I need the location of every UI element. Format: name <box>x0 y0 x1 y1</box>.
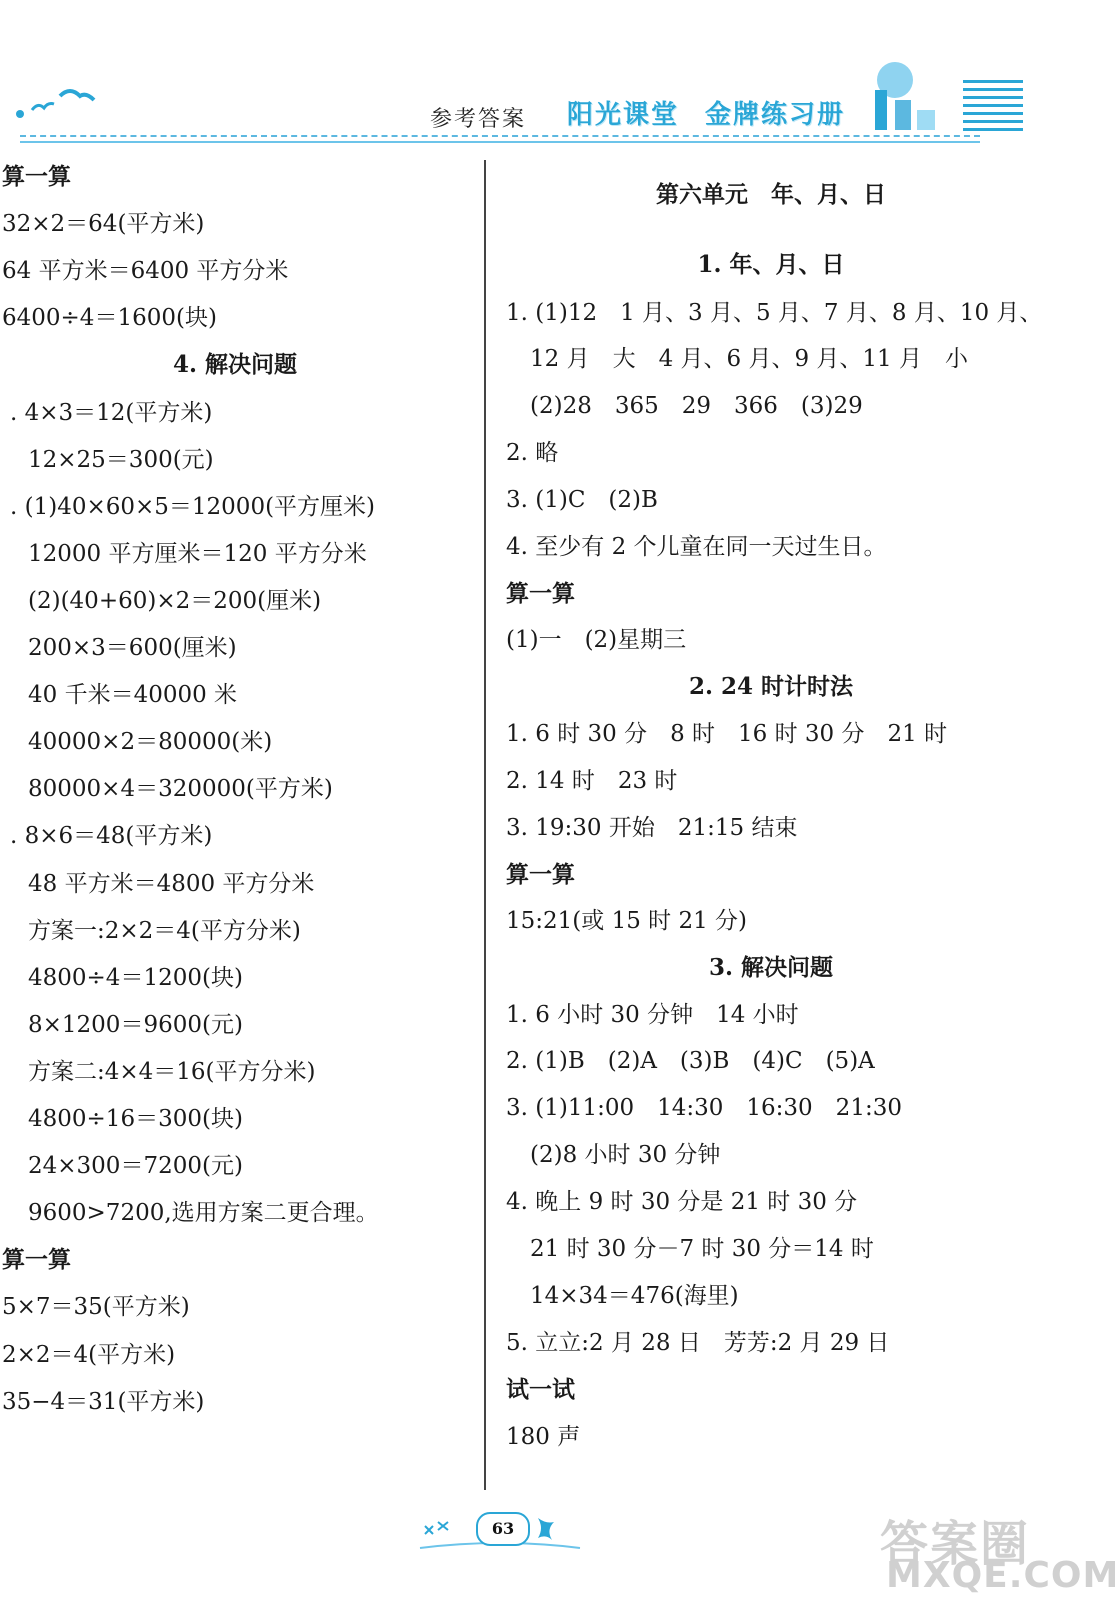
answer-line: 21 时 30 分－7 时 30 分＝14 时 <box>530 1236 874 1262</box>
watermark-logo <box>880 1505 1119 1596</box>
answer-line: . 4×3＝12(平方米) <box>10 399 213 426</box>
answer-line: 14×34＝476(海里) <box>530 1283 739 1309</box>
subsection-heading: 算一算 <box>506 861 575 888</box>
section-heading: 1. 年、月、日 <box>697 251 845 278</box>
answer-line: 2. 14 时 23 时 <box>506 768 678 794</box>
answer-line: 2×2＝4(平方米) <box>2 1341 176 1368</box>
answer-line: 6400÷4＝1600(块) <box>2 305 217 332</box>
answer-line: 5. 立立:2 月 28 日 芳芳:2 月 29 日 <box>506 1330 890 1356</box>
answer-line: 35−4＝31(平方米) <box>2 1388 205 1415</box>
answer-line: 3. (1)11:00 14:30 16:30 21:30 <box>506 1095 902 1121</box>
subsection-heading: 算一算 <box>506 580 575 607</box>
page-number: 63 <box>476 1512 530 1546</box>
telescope-decoration-icon <box>855 50 955 140</box>
answer-line: 15:21(或 15 时 21 分) <box>506 908 748 934</box>
answer-line: 方案二:4×4＝16(平方分米) <box>28 1058 316 1085</box>
section-heading: 3. 解决问题 <box>708 954 834 981</box>
answer-line: (1)一 (2)星期三 <box>506 627 687 653</box>
answer-line: 方案一:2×2＝4(平方分米) <box>28 917 301 944</box>
watermark-text-en: MXQE.COM <box>886 1555 1119 1596</box>
answer-line: 200×3＝600(厘米) <box>28 635 237 661</box>
answer-line: 1. (1)12 1 月、3 月、5 月、7 月、8 月、10 月、 <box>506 300 1043 326</box>
answer-line: 40000×2＝80000(米) <box>28 729 273 756</box>
answer-line: 3. 19:30 开始 21:15 结束 <box>506 815 798 841</box>
answer-line: 12×25＝300(元) <box>28 446 214 473</box>
subsection-heading: 算一算 <box>2 163 71 190</box>
subsection-heading: 试一试 <box>506 1376 575 1403</box>
answer-line: 32×2＝64(平方米) <box>2 211 205 238</box>
brand-title-left: 阳光课堂 <box>567 100 680 130</box>
answer-line: 64 平方米＝6400 平方分米 <box>2 258 289 285</box>
answer-line: 24×300＝7200(元) <box>28 1153 243 1180</box>
answer-line: 12000 平方厘米＝120 平方分米 <box>28 540 367 567</box>
answer-key-label: 参考答案 <box>430 107 527 132</box>
answer-line: 1. 6 时 30 分 8 时 16 时 30 分 21 时 <box>506 721 948 747</box>
column-divider <box>484 160 486 1490</box>
seagull-decoration-icon <box>10 82 100 122</box>
answer-line: 8×1200＝9600(元) <box>28 1011 243 1038</box>
subsection-heading: 算一算 <box>2 1246 71 1274</box>
section-heading: 2. 24 时计时法 <box>688 673 854 700</box>
section-heading: 第六单元 年、月、日 <box>656 181 886 208</box>
answer-line: 2. 略 <box>506 440 559 466</box>
answer-line: 4800÷4＝1200(块) <box>28 964 243 991</box>
brand-title-right: 金牌练习册 <box>705 100 846 130</box>
watermark-text-cn: 答案圈 <box>880 1516 1031 1572</box>
answer-line: 3. (1)C (2)B <box>506 487 658 513</box>
page-header <box>0 0 1056 150</box>
answer-line: 2. (1)B (2)A (3)B (4)C (5)A <box>506 1048 875 1074</box>
answer-line: 4. 晚上 9 时 30 分是 21 时 30 分 <box>506 1189 858 1215</box>
answer-line: (2)8 小时 30 分钟 <box>530 1142 721 1168</box>
answer-line: (2)28 365 29 366 (3)29 <box>530 393 863 419</box>
answer-line: 48 平方米＝4800 平方分米 <box>28 870 315 897</box>
answer-line: 1. 6 小时 30 分钟 14 小时 <box>506 1002 799 1028</box>
section-heading: 4. 解决问题 <box>172 351 298 379</box>
answer-line: 40 千米＝40000 米 <box>28 682 238 709</box>
answer-line: (2)(40+60)×2＝200(厘米) <box>28 587 322 614</box>
answer-line: . (1)40×60×5＝12000(平方厘米) <box>10 493 376 520</box>
header-dashed-line <box>20 135 980 137</box>
answer-line: 4. 至少有 2 个儿童在同一天过生日。 <box>506 534 887 560</box>
answer-line: 4800÷16＝300(块) <box>28 1106 243 1132</box>
answer-line: 80000×4＝320000(平方米) <box>28 776 333 803</box>
header-stripes <box>963 80 1023 136</box>
answer-line: 9600>7200,选用方案二更合理。 <box>28 1200 379 1227</box>
answer-line: 5×7＝35(平方米) <box>2 1294 190 1321</box>
header-rule <box>20 141 980 143</box>
answer-line: 180 声 <box>506 1424 581 1450</box>
answer-line: 12 月 大 4 月、6 月、9 月、11 月 小 <box>530 346 968 372</box>
answer-line: . 8×6＝48(平方米) <box>10 823 213 850</box>
